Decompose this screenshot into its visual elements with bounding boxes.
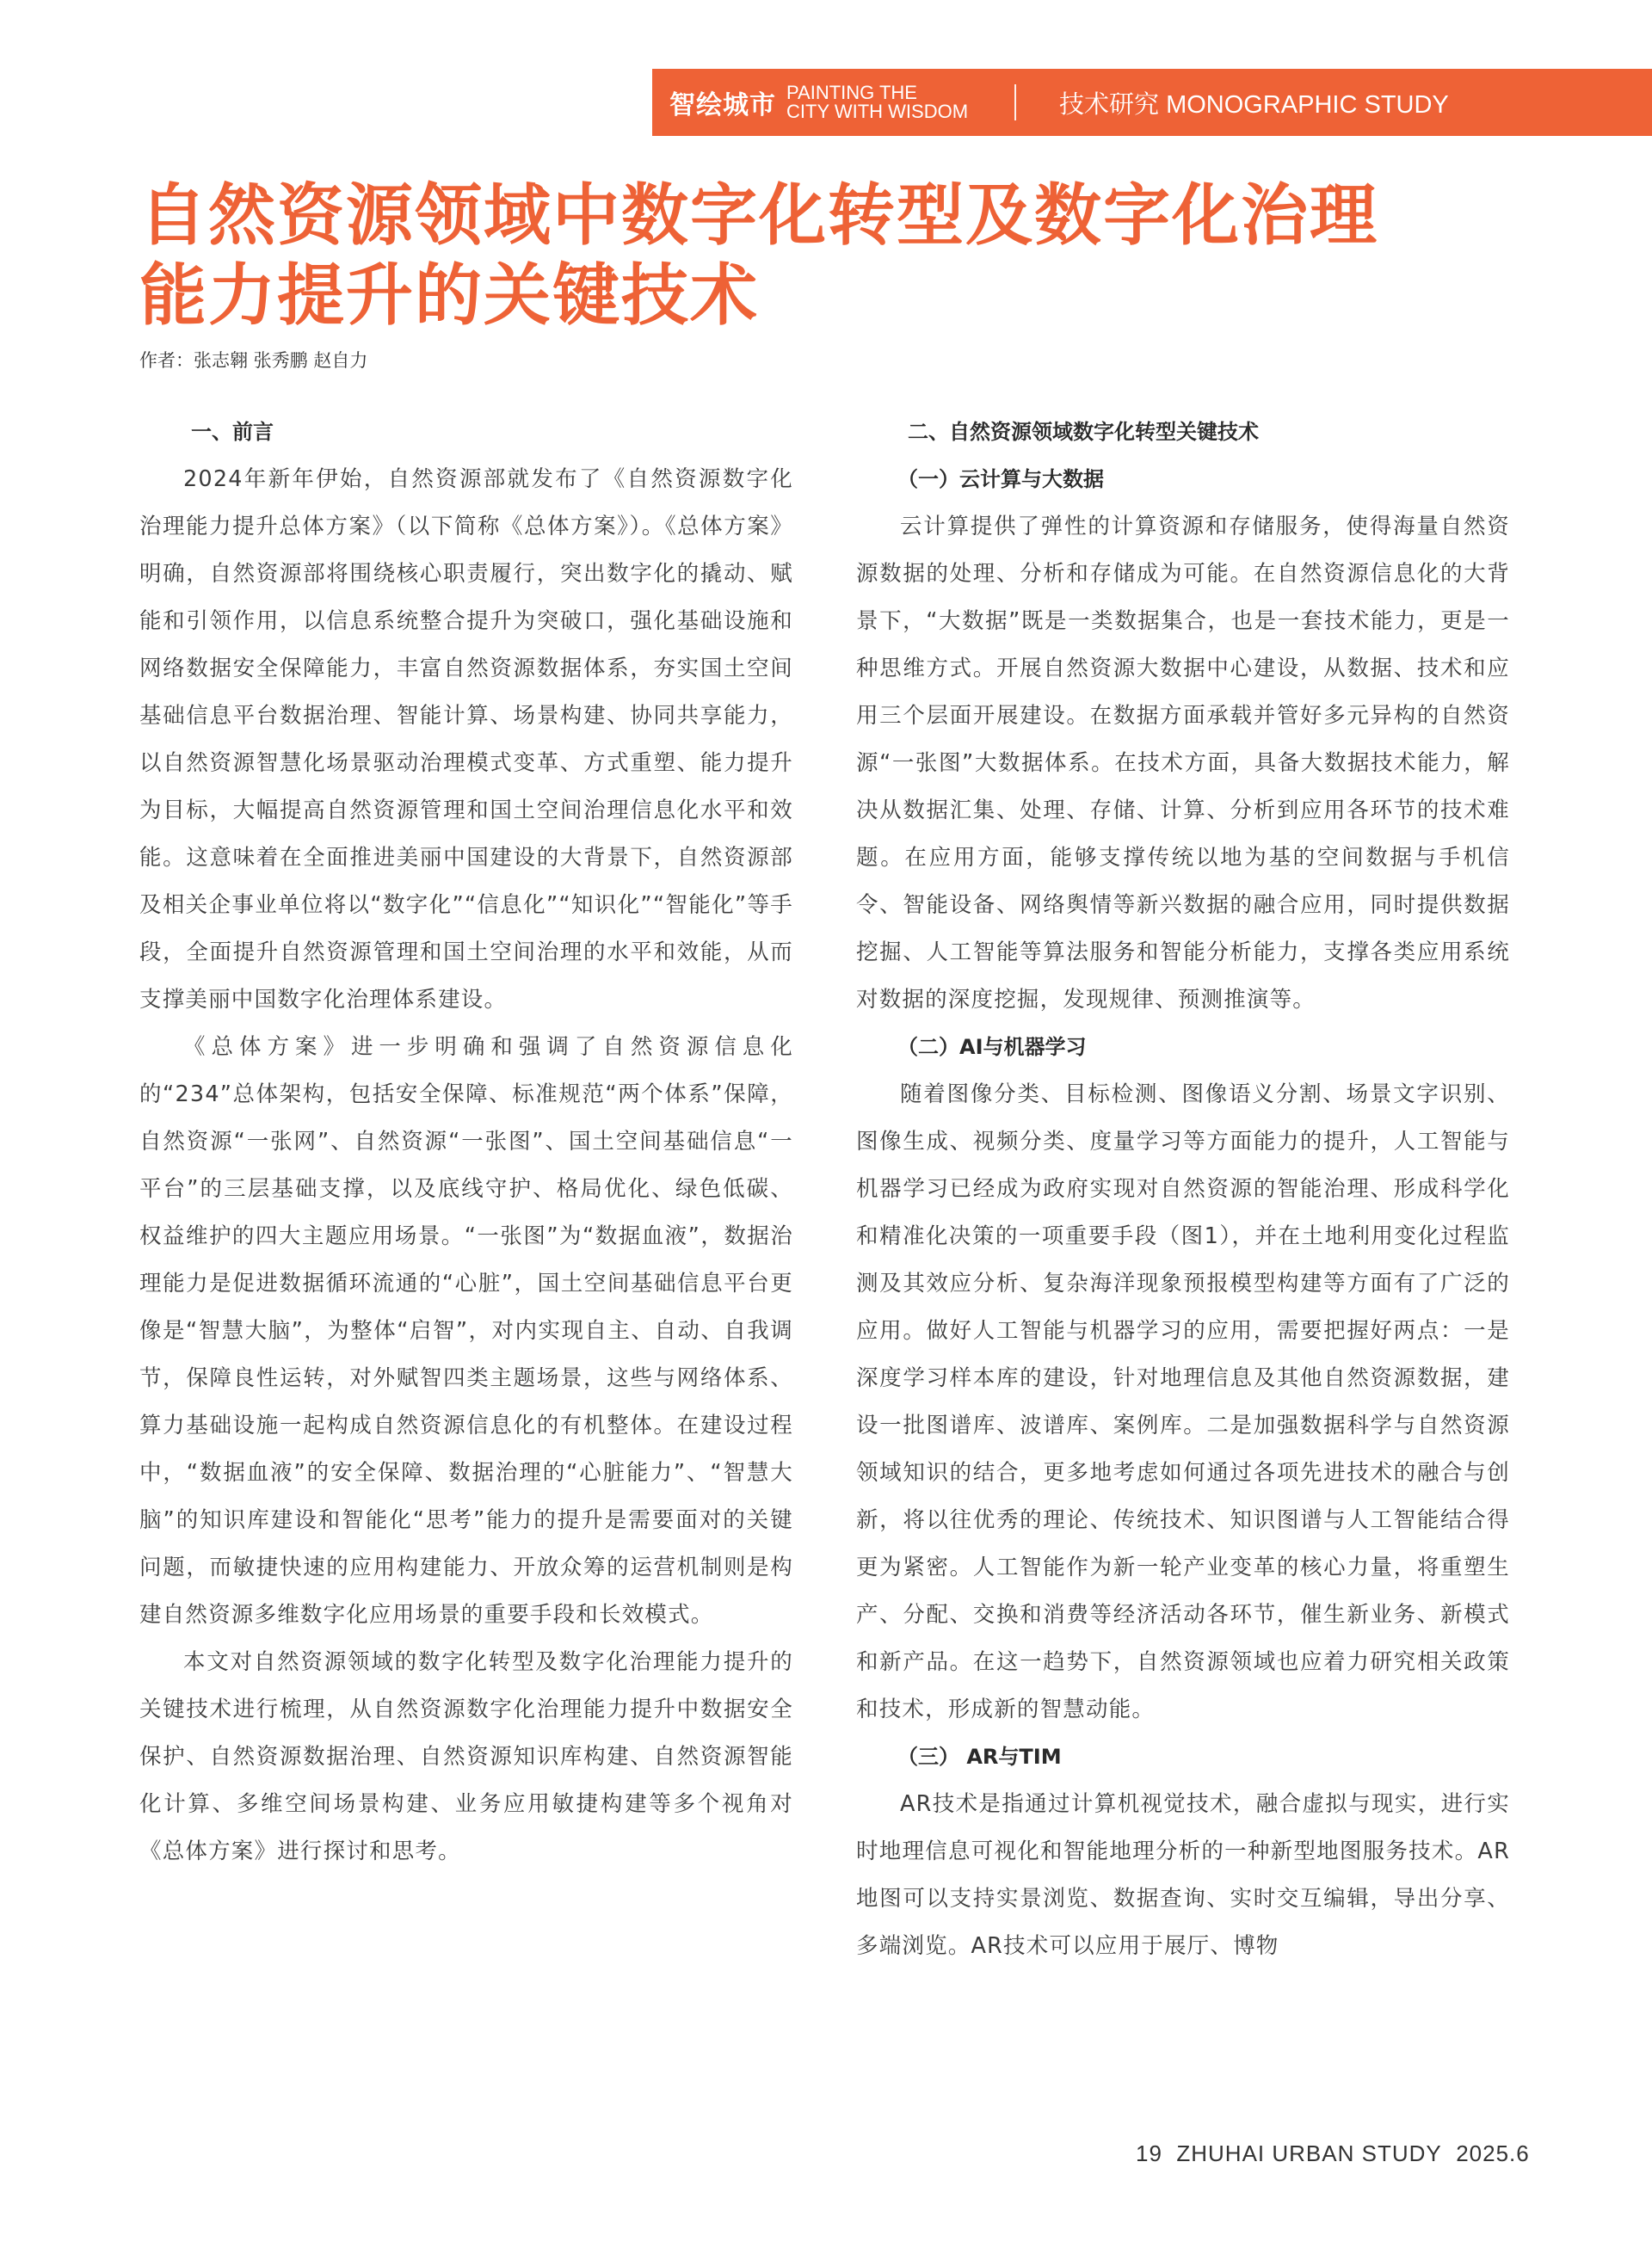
- article-title-line2: 能力提升的关键技术: [139, 257, 760, 335]
- subheading-ai-ml: （二）AI与机器学习: [897, 1035, 1087, 1059]
- body-paragraph: 《总体方案》进一步明确和强调了自然资源信息化的“234”总体架构，包括安全保障、标准规范“两个体系”保障，自然资源“一张网”、自然资源“一张图”、国土空间基础信息“一平台”的三层基础支撑，以及底线守护、格局优化、绿色低碳、权益维护的四大主题应用场景。“一张图”为“数据血液”，数据治理能力是促进数据循环流通的“心脏”，国土空间基础信息平台更像是“智慧大脑”，为整体“启智”，对内实现自主、自动、自我调节，保障良性运转，对外赋智四类主题场景，这些与网络体系、算力基础设施一起构成自然资源信息化的有机整体。在建设过程中，“数据血液”的安全保障、数据治理的“心脏能力”、“智慧大脑”的知识库建设和智能化“思考”能力的提升是需要面对的关键问题，而敏捷快速的应用构建能力、开放众筹的运营机制则是构建自然资源多维数字化应用场景的重要手段和长效模式。: [139, 1034, 793, 1628]
- article-title-line1: 自然资源领域中数字化转型及数字化治理: [139, 177, 1379, 255]
- right-column: [856, 409, 1510, 1970]
- article-title: [139, 176, 1430, 336]
- header-divider: [1014, 84, 1016, 120]
- body-paragraph: 2024年新年伊始，自然资源部就发布了《自然资源数字化治理能力提升总体方案》（以下简称《总体方案》）。《总体方案》明确，自然资源部将围绕核心职责履行，突出数字化的撬动、赋能和引领作用，以信息系统整合提升为突破口，强化基础设施和网络数据安全保障能力，丰富自然资源数据体系，夯实国土空间基础信息平台数据治理、智能计算、场景构建、协同共享能力，以自然资源智慧化场景驱动治理模式变革、方式重塑、能力提升为目标，大幅提高自然资源管理和国土空间治理信息化水平和效能。这意味着在全面推进美丽中国建设的大背景下，自然资源部及相关企事业单位将以“数字化”“信息化”“知识化”“智能化”等手段，全面提升自然资源管理和国土空间治理的水平和效能，从而支撑美丽中国数字化治理体系建设。: [139, 466, 793, 1013]
- body-paragraph: 随着图像分类、目标检测、图像语义分割、场景文字识别、图像生成、视频分类、度量学习等方面能力的提升，人工智能与机器学习已经成为政府实现对自然资源的智能治理、形成科学化和精准化决策的一项重要手段（图1），并在土地利用变化过程监测及其效应分析、复杂海洋现象预报模型构建等方面有了广泛的应用。做好人工智能与机器学习的应用，需要把握好两点：一是深度学习样本库的建设，针对地理信息及其他自然资源数据，建设一批图谱库、波谱库、案例库。二是加强数据科学与自然资源领域知识的结合，更多地考虑如何通过各项先进技术的融合与创新，将以往优秀的理论、传统技术、知识图谱与人工智能结合得更为紧密。人工智能作为新一轮产业变革的核心力量，将重塑生产、分配、交换和消费等经济活动各环节，催生新业务、新模式和新产品。在这一趋势下，自然资源领域也应着力研究相关政策和技术，形成新的智慧动能。: [856, 1081, 1510, 1722]
- section-label: 技术研究 MONOGRAPHIC STUDY: [1059, 90, 1449, 119]
- body-paragraph: 云计算提供了弹性的计算资源和存储服务，使得海量自然资源数据的处理、分析和存储成为可能。在自然资源信息化的大背景下，“大数据”既是一类数据集合，也是一套技术能力，更是一种思维方式。开展自然资源大数据中心建设，从数据、技术和应用三个层面开展建设。在数据方面承载并管好多元异构的自然资源“一张图”大数据体系。在技术方面，具备大数据技术能力，解决从数据汇集、处理、存储、计算、分析到应用各环节的技术难题。在应用方面，能够支撑传统以地为基的空间数据与手机信令、智能设备、网络舆情等新兴数据的融合应用，同时提供数据挖掘、人工智能等算法服务和智能分析能力，支撑各类应用系统对数据的深度挖掘，发现规律、预测推演等。: [856, 514, 1510, 1013]
- column-brand-en: [786, 83, 968, 121]
- section-heading-key-technologies: 二、自然资源领域数字化转型关键技术: [908, 420, 1259, 444]
- column-brand-cn: 智绘城市: [669, 90, 776, 120]
- journal-name: ZHUHAI URBAN STUDY: [1176, 2140, 1442, 2166]
- subheading-ar-tim: （三） AR与TIM: [897, 1745, 1062, 1769]
- article-authors: 作者：张志翱 张秀鹏 赵自力: [139, 350, 368, 371]
- running-header-bar: [652, 69, 1652, 136]
- body-paragraph: AR技术是指通过计算机视觉技术，融合虚拟与现实，进行实时地理信息可视化和智能地理分析的一种新型地图服务技术。AR地图可以支持实景浏览、数据查询、实时交互编辑，导出分享、多端浏览。AR技术可以应用于展厅、博物: [856, 1791, 1510, 1959]
- column-brand-en-line1: PAINTING THE: [786, 82, 917, 103]
- page-number: 19: [1136, 2140, 1162, 2166]
- page-footer: [1136, 2140, 1530, 2167]
- body-paragraph: 本文对自然资源领域的数字化转型及数字化治理能力提升的关键技术进行梳理，从自然资源数字化治理能力提升中数据安全保护、自然资源数据治理、自然资源知识库构建、自然资源智能化计算、多维空间场景构建、业务应用敏捷构建等多个视角对《总体方案》进行探讨和思考。: [139, 1649, 793, 1864]
- section-heading-introduction: 一、前言: [191, 420, 274, 444]
- column-brand-en-line2: CITY WITH WISDOM: [786, 101, 969, 122]
- left-column: [139, 409, 793, 1876]
- issue-number: 2025.6: [1456, 2140, 1530, 2166]
- subheading-cloud-bigdata: （一）云计算与大数据: [897, 467, 1104, 491]
